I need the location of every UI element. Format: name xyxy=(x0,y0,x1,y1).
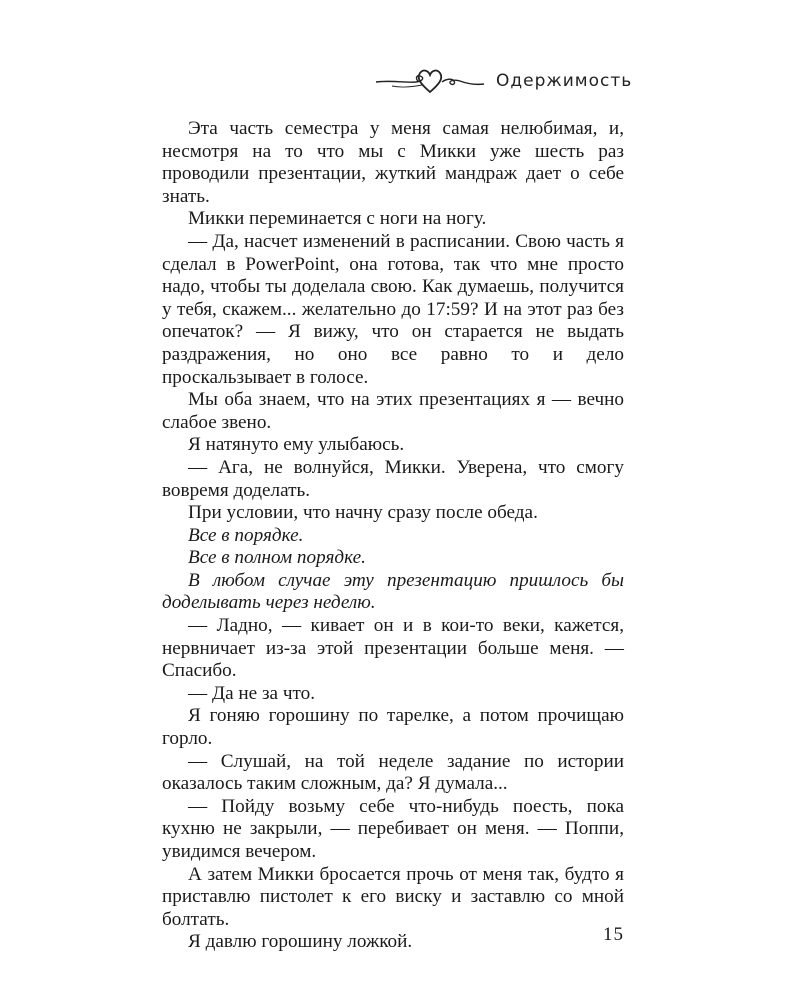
paragraph: — Да, насчет изменений в расписании. Свою часть я сделал в PowerPoint, она готова, так что мне просто надо, чтобы ты доделала свою. Как думаешь, получится у тебя, скажем... желательно до 17:59? И на этот раз без опечаток? — Я вижу, что он старается не выдать раздражения, но оно все равно то и дело проскальзывает в голосе. xyxy=(162,230,624,388)
heart-flourish-icon xyxy=(372,64,490,100)
italic-paragraph: Все в полном порядке. xyxy=(188,547,366,569)
paragraph: Мы оба знаем, что на этих презентациях я — вечно слабое звено. xyxy=(162,389,624,433)
page-number: 15 xyxy=(603,924,624,945)
paragraph: Я давлю горошину ложкой. xyxy=(188,931,413,953)
italic-paragraph: В любом случае эту презентацию пришлось бы доделывать через неделю. xyxy=(162,569,624,614)
paragraph: — Ага, не волнуйся, Микки. Уверена, что смогу вовремя доделать. xyxy=(162,456,624,501)
paragraph: — Ладно, — кивает он и в кои-то веки, кажется, нервничает из-за этой презентации больше меня. — Спасибо. xyxy=(162,615,624,682)
paragraph: А затем Микки бросается прочь от меня так, будто я приставлю пистолет к его виску и заставлю со мной болтать. xyxy=(162,863,624,930)
header-title: Одержимость xyxy=(496,71,633,91)
paragraph: — Пойду возьму себе что-нибудь поесть, пока кухню не закрыли, — перебивает он меня. — Поппи, увидимся вечером. xyxy=(162,795,624,862)
running-header xyxy=(372,64,632,100)
paragraph: Эта часть семестра у меня самая нелюбимая, и, несмотря на то что мы с Микки уже шесть раз проводили презентации, жуткий мандраж дает о себе знать. xyxy=(162,118,624,207)
paragraph: Я гоняю горошину по тарелке, а потом прочищаю горло. xyxy=(162,705,624,750)
paragraph: Я натянуто ему улыбаюсь. xyxy=(188,434,405,456)
paragraph: — Да не за что. xyxy=(188,682,316,704)
paragraph: При условии, что начну сразу после обеда. xyxy=(188,502,538,524)
italic-paragraph: Все в порядке. xyxy=(188,524,304,546)
paragraph: Микки переминается с ноги на ногу. xyxy=(188,208,487,230)
body-text xyxy=(162,118,624,954)
paragraph: — Слушай, на той неделе задание по истории оказалось таким сложным, да? Я думала... xyxy=(162,750,624,795)
